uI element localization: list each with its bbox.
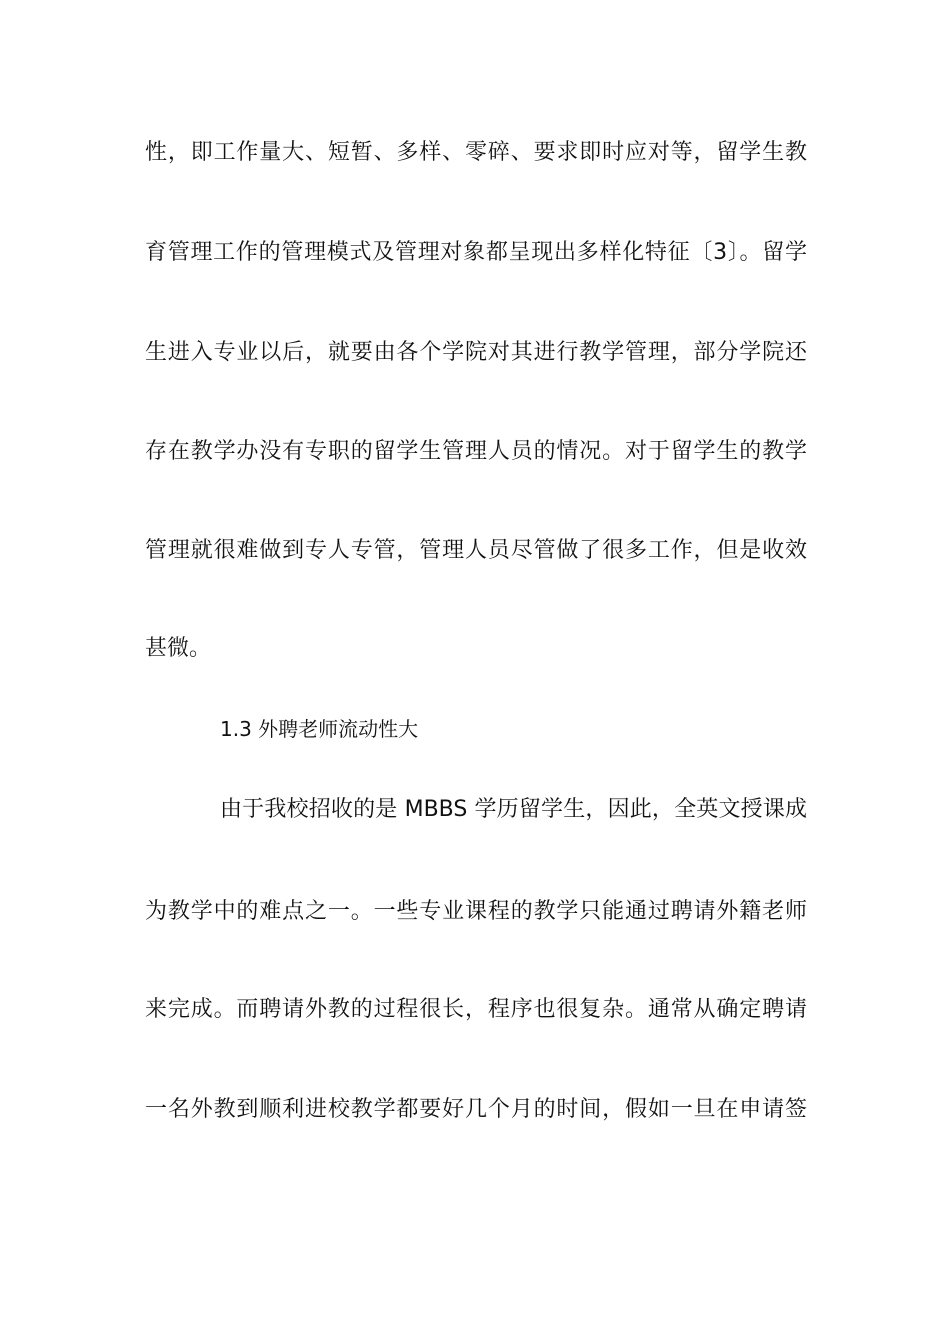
paragraph-line: 来完成。而聘请外教的过程很长，程序也很复杂。通常从确定聘请 (145, 997, 807, 1022)
paragraph-line: 甚微。 (145, 636, 212, 661)
paragraph-line: 育管理工作的管理模式及管理对象都呈现出多样化特征〔3〕。留学 (145, 240, 807, 265)
paragraph-line: 存在教学办没有专职的留学生管理人员的情况。对于留学生的教学 (145, 439, 807, 464)
paragraph-line: 生进入专业以后，就要由各个学院对其进行教学管理，部分学院还 (145, 340, 807, 365)
paragraph-line: 为教学中的难点之一。一些专业课程的教学只能通过聘请外籍老师 (145, 899, 807, 924)
paragraph-line: 性，即工作量大、短暂、多样、零碎、要求即时应对等，留学生教 (145, 140, 807, 165)
paragraph-line: 由于我校招收的是 MBBS 学历留学生，因此，全英文授课成 (220, 797, 807, 822)
paragraph-line: 一名外教到顺利进校教学都要好几个月的时间，假如一旦在申请签 (145, 1097, 807, 1122)
section-heading: 1.3 外聘老师流动性大 (220, 717, 419, 741)
paragraph-line: 管理就很难做到专人专管，管理人员尽管做了很多工作，但是收效 (145, 538, 807, 563)
